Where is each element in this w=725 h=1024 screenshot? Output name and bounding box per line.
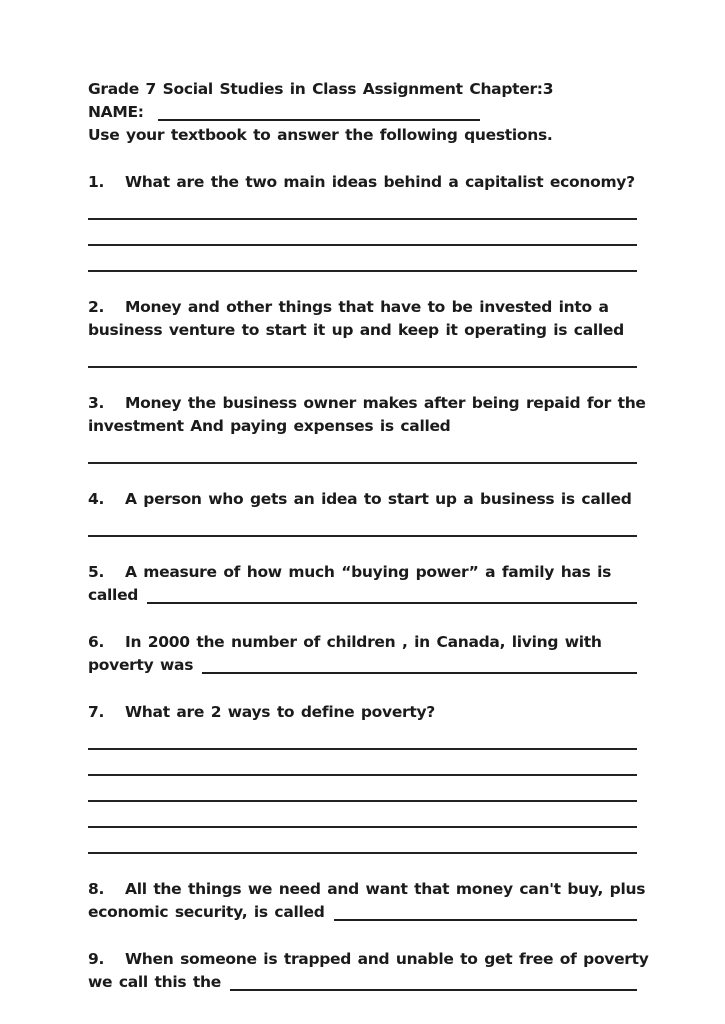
question-text: called [88, 586, 139, 604]
answer-line [88, 828, 637, 854]
question-number: 9. [88, 950, 105, 968]
answer-blank-line [147, 584, 637, 604]
answer-line [88, 750, 637, 776]
answer-line [88, 438, 637, 464]
name-label: NAME: [88, 103, 144, 121]
question-number: 3. [88, 394, 105, 412]
question-text: Money the business owner makes after being repaid for the [125, 394, 646, 412]
question-text: In 2000 the number of children , in Canada, living with [125, 633, 602, 651]
question-text: Money and other things that have to be invested into a [125, 298, 609, 316]
question-4 [88, 488, 637, 537]
question-3 [88, 392, 646, 464]
question-text: What are 2 ways to define poverty? [125, 703, 435, 721]
answer-line [88, 342, 637, 368]
question-text: we call this the [88, 973, 221, 991]
question-number: 8. [88, 880, 105, 898]
question-8 [88, 878, 646, 924]
question-2 [88, 296, 637, 368]
instructions-text: Use your textbook to answer the following questions. [88, 126, 553, 144]
question-text: When someone is trapped and unable to get free of poverty [125, 950, 649, 968]
answer-blank-line [230, 971, 637, 991]
question-text: business venture to start it up and keep it operating is called [88, 321, 624, 339]
question-number: 5. [88, 563, 105, 581]
question-number: 2. [88, 298, 105, 316]
question-6 [88, 631, 637, 677]
question-number: 4. [88, 490, 105, 508]
answer-line [88, 724, 637, 750]
question-text: What are the two main ideas behind a capitalist economy? [125, 173, 635, 191]
answer-line [88, 511, 637, 537]
question-1 [88, 171, 637, 272]
answer-line [88, 194, 637, 220]
question-text: A measure of how much “buying power” a family has is [125, 563, 612, 581]
page-title: Grade 7 Social Studies in Class Assignment Chapter:3 [88, 80, 554, 98]
question-5 [88, 561, 637, 607]
question-text: All the things we need and want that money can't buy, plus [125, 880, 646, 898]
answer-line [88, 776, 637, 802]
answer-blank-line [334, 901, 637, 921]
question-number: 1. [88, 173, 105, 191]
question-7 [88, 701, 637, 854]
worksheet-content [88, 78, 649, 994]
name-blank-line [158, 101, 480, 121]
question-9 [88, 948, 649, 994]
question-text: economic security, is called [88, 903, 325, 921]
answer-line [88, 802, 637, 828]
question-number: 6. [88, 633, 105, 651]
name-row [88, 101, 637, 124]
answer-blank-line [202, 654, 637, 674]
answer-line [88, 246, 637, 272]
question-text: A person who gets an idea to start up a business is called [125, 490, 632, 508]
question-text: poverty was [88, 656, 194, 674]
question-number: 7. [88, 703, 105, 721]
question-text: investment And paying expenses is called [88, 417, 451, 435]
answer-line [88, 220, 637, 246]
